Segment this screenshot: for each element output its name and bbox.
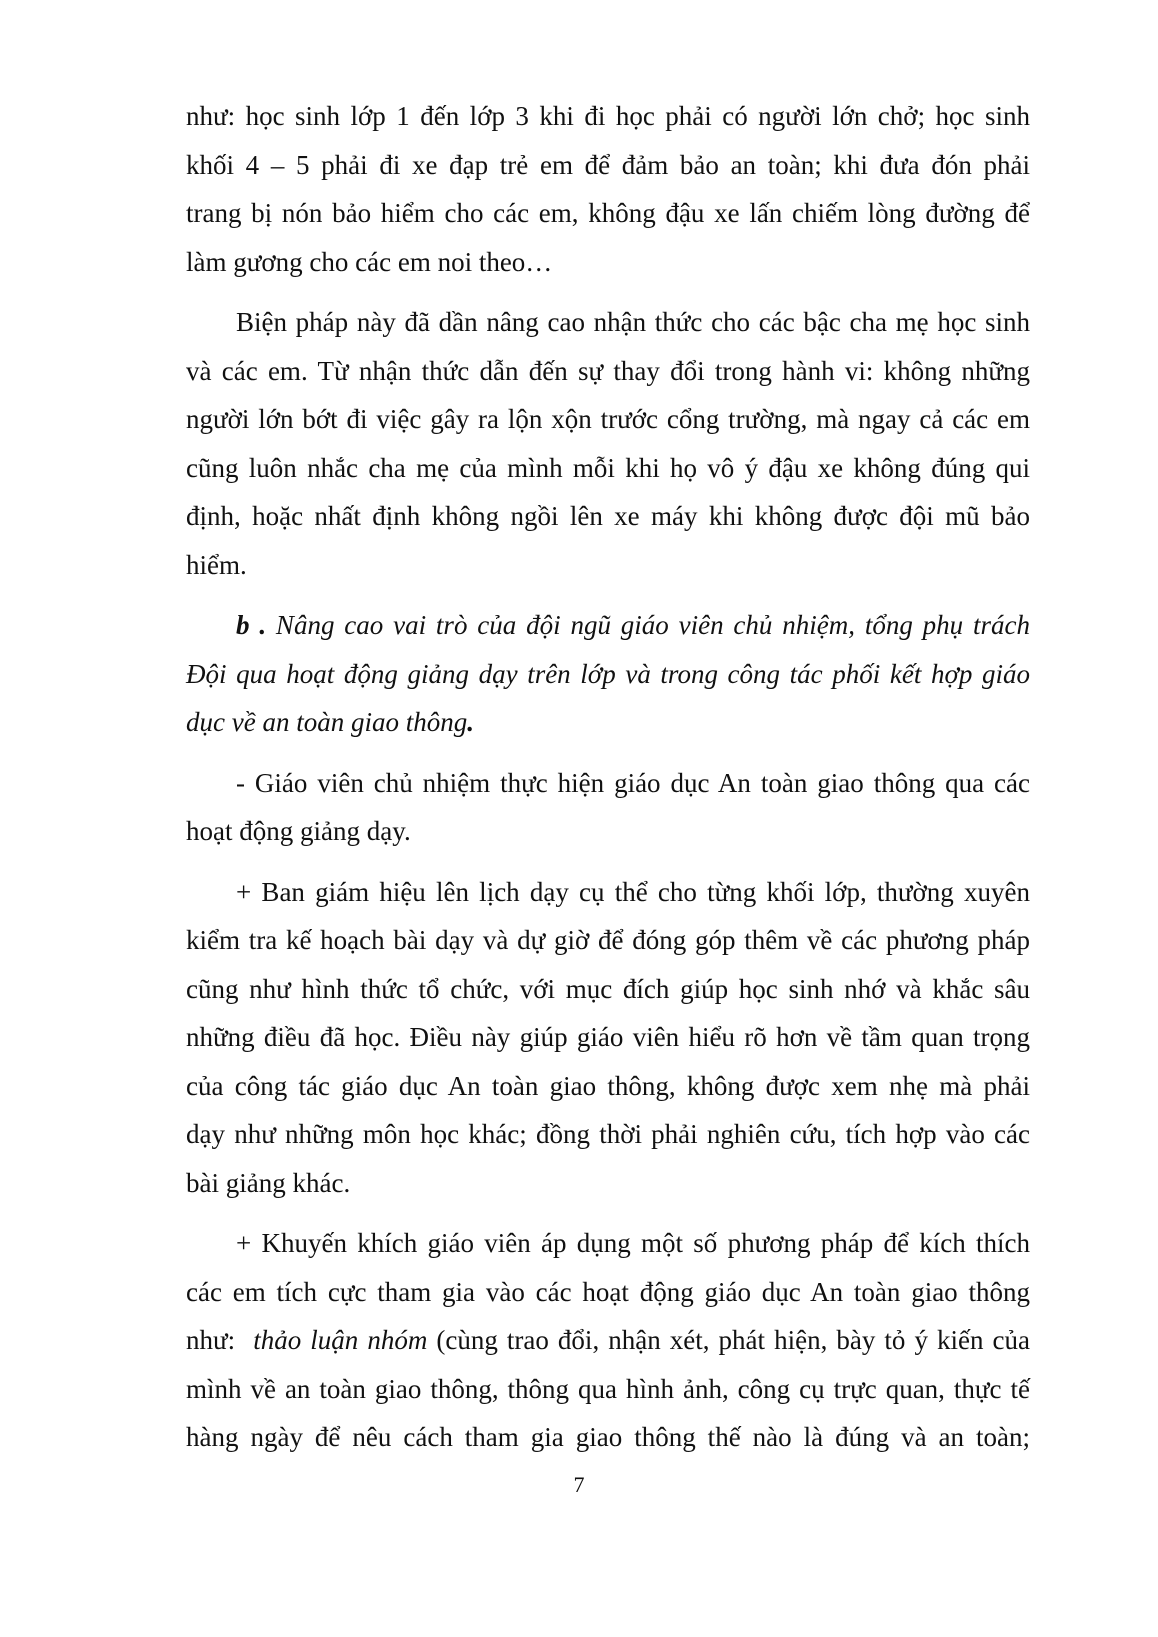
text-line: Biện pháp này đã dần nâng cao nhận thức cho các bậc cha mẹ học sinh <box>236 307 1030 337</box>
text-line: như: học sinh lớp 1 đến lớp 3 khi đi học phải có người lớn chở; học sinh <box>186 101 1030 131</box>
paragraph-1 <box>186 92 1030 286</box>
document-page <box>186 92 1030 1462</box>
text-line: trang bị nón bảo hiểm cho các em, không đậu xe lấn chiếm lòng đường để <box>186 198 1030 228</box>
text-line: + Ban giám hiệu lên lịch dạy cụ thể cho từng khối lớp, thường xuyên <box>236 876 1030 907</box>
text-line: mình về an toàn giao thông, thông qua hình ảnh, công cụ trực quan, thực tế <box>186 1373 1030 1404</box>
text-line: người lớn bớt đi việc gây ra lộn xộn trước cổng trường, mà ngay cả các em <box>186 404 1030 434</box>
heading-text: Nâng cao vai trò của đội ngũ giáo viên chủ nhiệm, tổng phụ trách <box>266 610 1031 640</box>
text-line: khối 4 – 5 phải đi xe đạp trẻ em để đảm bảo an toàn; khi đưa đón phải <box>186 149 1030 180</box>
text-line: các em tích cực tham gia vào các hoạt động giáo dục An toàn giao thông <box>186 1276 1030 1307</box>
text-line: hiểm. <box>186 549 247 580</box>
text-line: bài giảng khác. <box>186 1167 351 1198</box>
text-span: (cùng trao đổi, nhận xét, phát hiện, bày tỏ ý kiến của <box>427 1325 1030 1355</box>
text-line: hàng ngày để nêu cách tham gia giao thông thế nào là đúng và an toàn; <box>186 1422 1030 1452</box>
paragraph-5 <box>186 1219 1030 1462</box>
page-number: 7 <box>573 1472 585 1497</box>
heading-line <box>186 698 1030 747</box>
heading-line <box>186 601 1030 650</box>
heading-label: b . <box>236 610 267 640</box>
text-line: định, hoặc nhất định không ngồi lên xe máy khi không được đội mũ bảo <box>186 501 1030 531</box>
text-line: kiểm tra kế hoạch bài dạy và dự giờ để đóng góp thêm về các phương pháp <box>186 925 1030 955</box>
heading-text: dục về an toàn giao thông <box>186 707 468 737</box>
paragraph-4 <box>186 868 1030 1208</box>
section-heading-b <box>186 601 1030 747</box>
text-line: của công tác giáo dục An toàn giao thông, không được xem nhẹ mà phải <box>186 1070 1030 1101</box>
paragraph-3 <box>186 759 1030 856</box>
text-line: dạy như những môn học khác; đồng thời phải nghiên cứu, tích hợp vào các <box>186 1119 1030 1149</box>
italic-term: thảo luận nhóm <box>253 1325 428 1355</box>
text-line: làm gương cho các em noi theo… <box>186 246 553 277</box>
paragraph-2 <box>186 298 1030 589</box>
text-line: cũng như hình thức tổ chức, với mục đích giúp học sinh nhớ và khắc sâu <box>186 973 1030 1004</box>
text-line: những điều đã học. Điều này giúp giáo viên hiểu rõ hơn về tầm quan trọng <box>186 1022 1030 1052</box>
text-line: - Giáo viên chủ nhiệm thực hiện giáo dục An toàn giao thông qua các <box>236 767 1030 798</box>
heading-end: . <box>467 707 474 737</box>
text-line: và các em. Từ nhận thức dẫn đến sự thay đổi trong hành vi: không những <box>186 355 1030 386</box>
text-line <box>186 1316 1030 1365</box>
text-line: hoạt động giảng dạy. <box>186 816 411 846</box>
text-line: cũng luôn nhắc cha mẹ của mình mỗi khi họ vô ý đậu xe không đúng qui <box>186 452 1030 483</box>
text-line: + Khuyến khích giáo viên áp dụng một số phương pháp để kích thích <box>236 1228 1030 1258</box>
heading-line: Đội qua hoạt động giảng dạy trên lớp và trong công tác phối kết hợp giáo <box>186 658 1030 689</box>
text-span: như: <box>186 1325 254 1355</box>
